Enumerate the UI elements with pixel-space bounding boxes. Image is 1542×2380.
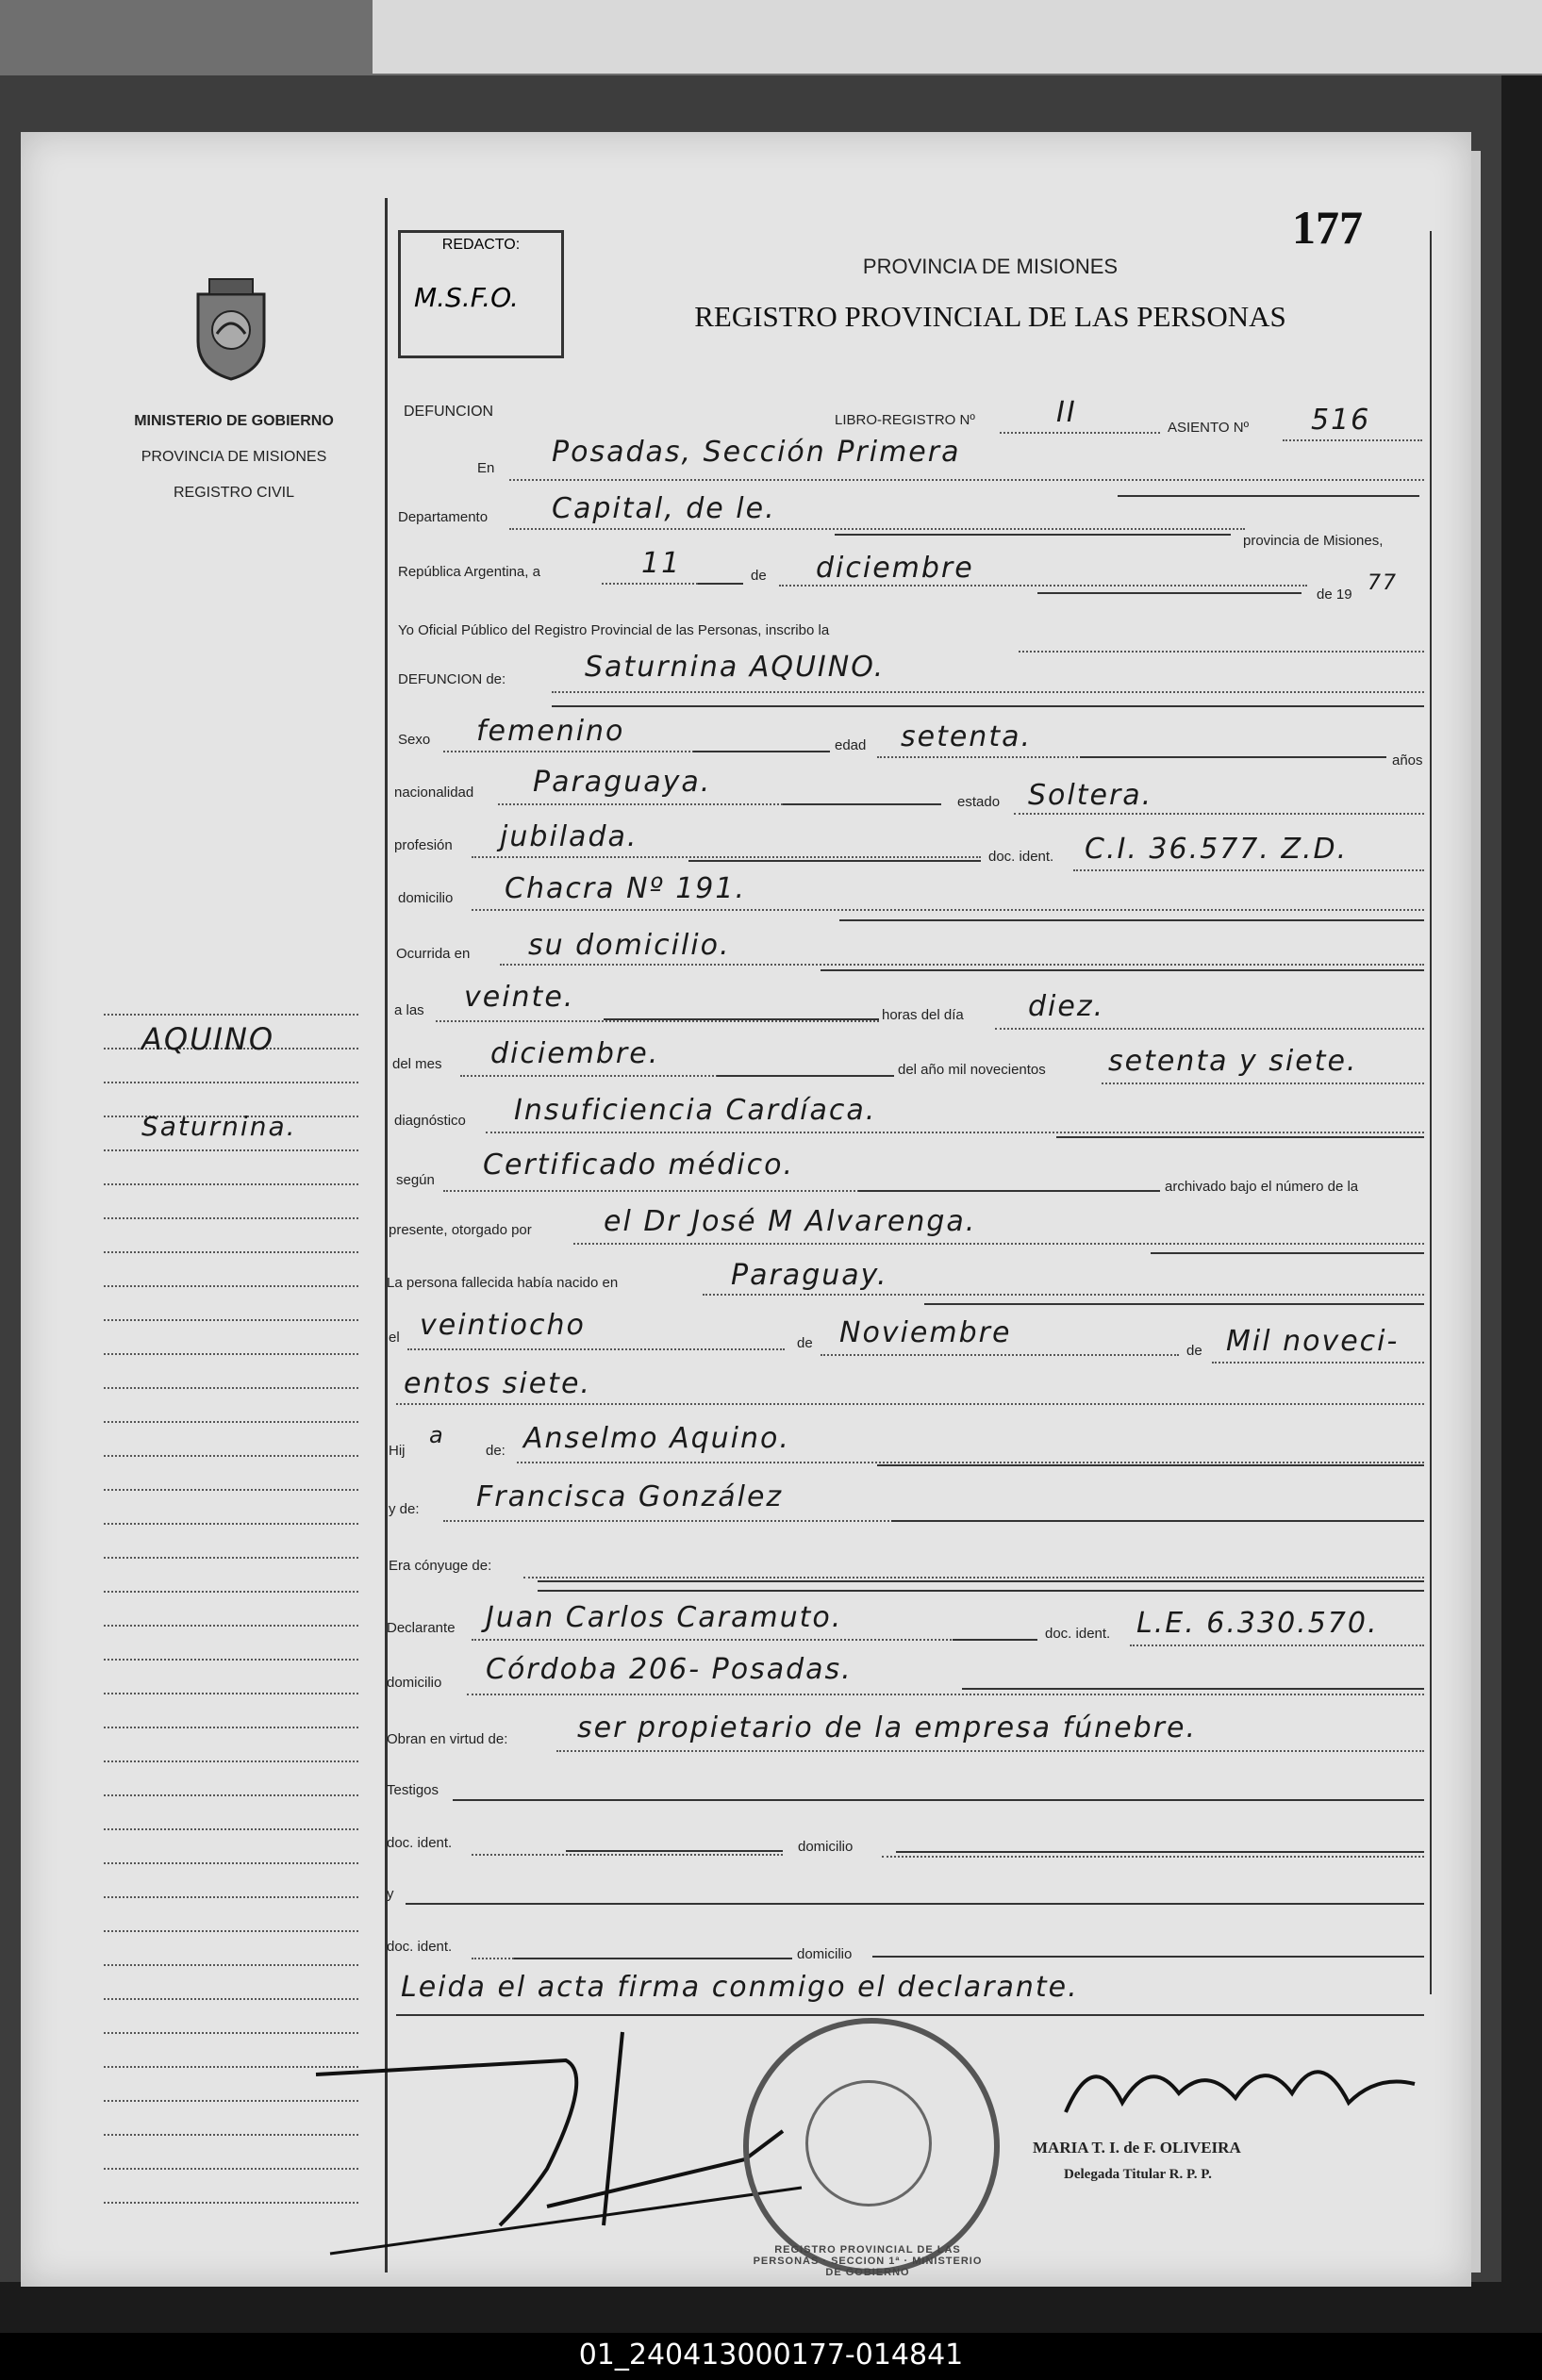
year-prefix: de 19 [1317, 587, 1352, 603]
official-line [1019, 651, 1424, 653]
alas-line [436, 1020, 879, 1022]
domicilio-line [472, 909, 1424, 911]
sexo-label: Sexo [398, 732, 431, 748]
domicilio2-label: domicilio [387, 1675, 442, 1691]
declarante-filler [953, 1639, 1037, 1641]
doc1-label: doc. ident. [387, 1835, 453, 1851]
province-heading: PROVINCIA DE MISIONES [141, 449, 327, 465]
continuation-line [396, 1403, 1424, 1405]
asiento-value: 516 [1311, 404, 1371, 437]
doc2-filler [514, 1958, 792, 1959]
document-id: 01_240413000177-014841 [578, 2339, 964, 2372]
madre-value: Francisca González [476, 1480, 784, 1513]
anio-value: setenta y siete. [1108, 1045, 1358, 1078]
margin-rule-line [104, 1489, 358, 1491]
stamp-text: REGISTRO PROVINCIAL DE LAS PERSONAS · SECCION 1ª · MINISTERIO DE GOBIERNO [753, 2244, 983, 2278]
margin-rule-line [104, 1285, 358, 1287]
padre-de-label: de: [486, 1443, 506, 1459]
margin-rule-line [104, 1523, 358, 1525]
madre-filler [891, 1520, 1424, 1522]
declarante-doc-line [1130, 1645, 1424, 1646]
continuation-value: entos siete. [404, 1367, 591, 1400]
month-filler [1037, 592, 1302, 594]
margin-rule-line [104, 1455, 358, 1457]
departamento-filler [835, 534, 1231, 536]
dom1-line [882, 1856, 1424, 1858]
horas-label: horas del día [882, 1007, 964, 1023]
margin-rule-line [104, 1964, 358, 1966]
margin-rule-line [104, 1251, 358, 1253]
margin-rule-line [104, 1014, 358, 1016]
closing-statement: Leida el acta firma conmigo el declarante. [401, 1971, 1079, 2004]
ocurrida-value: su domicilio. [528, 929, 731, 962]
doc1-filler [566, 1850, 783, 1852]
official-text: Yo Oficial Público del Registro Provincial de las Personas, inscribo la [398, 622, 830, 638]
de2-value: Noviembre [839, 1316, 1012, 1349]
conyuge-filler [538, 1580, 1424, 1582]
doc-ident-label: doc. ident. [988, 849, 1054, 865]
profesion-label: profesión [394, 837, 453, 853]
profesion-filler [688, 860, 981, 862]
obran-label: Obran en virtud de: [387, 1731, 508, 1747]
diagnostico-label: diagnóstico [394, 1113, 466, 1129]
alas-filler [604, 1018, 879, 1020]
madre-de-label: y de: [389, 1501, 420, 1517]
nacionalidad-value: Paraguaya. [533, 766, 712, 799]
presente-line [573, 1243, 1424, 1245]
official-signature [1037, 2027, 1434, 2140]
official-title: Delegada Titular R. P. P. [1064, 2167, 1212, 2182]
redacto-value: M.S.F.O. [414, 282, 519, 313]
conyuge-filler-2 [538, 1590, 1424, 1592]
anio-label: del año mil novecientos [898, 1062, 1046, 1078]
domicilio2-line [467, 1694, 1424, 1695]
de3-label: de [1186, 1343, 1202, 1359]
redacto-box [398, 230, 564, 358]
segun-value: Certificado médico. [483, 1149, 794, 1182]
official-stamp [743, 2018, 1000, 2274]
declarante-doc-value: L.E. 6.330.570. [1136, 1607, 1379, 1640]
domicilio-value: Chacra Nº 191. [505, 872, 747, 905]
conyuge-line [523, 1577, 1424, 1578]
doc2-label: doc. ident. [387, 1939, 453, 1955]
conyuge-label: Era cónyuge de: [389, 1558, 492, 1574]
margin-rule-line [104, 1727, 358, 1728]
month-de-label: de [751, 568, 767, 584]
libro-line [1000, 432, 1160, 434]
archivado-label: archivado bajo el número de la [1165, 1179, 1359, 1195]
declarante-label: Declarante [387, 1620, 456, 1636]
closing-line [396, 2014, 1424, 2016]
sexo-filler [693, 751, 830, 752]
alas-value: veinte. [464, 981, 575, 1014]
nacido-value: Paraguay. [731, 1259, 888, 1292]
libro-value: II [1056, 396, 1077, 429]
column-divider [385, 198, 388, 2273]
profesion-value: jubilada. [500, 820, 638, 853]
departamento-value: Capital, de le. [552, 492, 776, 525]
domicilio-label: domicilio [398, 890, 454, 906]
horas-line [995, 1028, 1424, 1030]
margin-rule-line [104, 1625, 358, 1627]
declarante-doc-label: doc. ident. [1045, 1626, 1111, 1642]
anio-line [1102, 1083, 1424, 1084]
mes-value: diciembre. [490, 1037, 660, 1070]
stamp-emblem [805, 2080, 932, 2206]
el-label: el [389, 1330, 400, 1346]
nacido-filler [924, 1303, 1424, 1305]
dom1-filler [896, 1851, 1424, 1853]
official-name: MARIA T. I. de F. OLIVEIRA [1033, 2139, 1241, 2157]
margin-rule-line [104, 1998, 358, 2000]
defuncion-label: DEFUNCION de: [398, 671, 506, 687]
margin-rule-line [104, 1659, 358, 1661]
el-value: veintiocho [420, 1309, 586, 1342]
presente-filler [1151, 1252, 1424, 1254]
departamento-label: Departamento [398, 509, 489, 525]
y-filler [406, 1903, 1424, 1905]
presente-label: presente, otorgado por [389, 1222, 532, 1238]
margin-surname: AQUINO [141, 1021, 275, 1057]
margin-rule-line [104, 1862, 358, 1864]
estado-label: estado [957, 794, 1001, 810]
delmes-label: del mes [392, 1056, 442, 1072]
margin-rule-line [104, 1693, 358, 1694]
nacionalidad-label: nacionalidad [394, 785, 474, 801]
margin-rule-line [104, 1353, 358, 1355]
margin-rule-line [104, 1896, 358, 1898]
departamento-line [509, 528, 1245, 530]
month-value: diciembre [816, 552, 974, 585]
libro-label: LIBRO-REGISTRO Nº [835, 412, 975, 428]
margin-rule-line [104, 1794, 358, 1796]
year-value: 77 [1368, 571, 1398, 595]
margin-rule-line [104, 1591, 358, 1593]
civil-registry-heading: REGISTRO CIVIL [173, 485, 295, 501]
title-registry: REGISTRO PROVINCIAL DE LAS PERSONAS [694, 300, 1286, 333]
domicilio2-filler [962, 1688, 1424, 1690]
margin-rule-line [104, 1319, 358, 1321]
nacido-label: La persona fallecida había nacido en [387, 1275, 619, 1291]
de3-value: Mil noveci- [1226, 1325, 1400, 1358]
de2-line [821, 1354, 1179, 1356]
dom1-label: domicilio [798, 1839, 854, 1855]
nacionalidad-filler [783, 803, 941, 805]
de3-line [1212, 1362, 1424, 1364]
doc-ident-line [1073, 869, 1424, 871]
ministry-heading: MINISTERIO DE GOBIERNO [134, 413, 334, 429]
edad-value: setenta. [901, 720, 1033, 753]
day-value: 11 [641, 547, 682, 580]
republica-label: República Argentina, a [398, 564, 540, 580]
edad-filler [1080, 756, 1386, 758]
declarante-value: Juan Carlos Caramuto. [486, 1601, 843, 1634]
estado-value: Soltera. [1028, 779, 1153, 812]
right-margin-line [1430, 231, 1432, 1994]
ocurrida-label: Ocurrida en [396, 946, 471, 962]
margin-rule-line [104, 1930, 358, 1932]
asiento-label: ASIENTO Nº [1168, 420, 1250, 436]
alas-label: a las [394, 1002, 424, 1018]
margin-rule-line [104, 1557, 358, 1559]
diagnostico-value: Insuficiencia Cardíaca. [514, 1094, 877, 1127]
margin-rule-line [104, 1082, 358, 1083]
diagnostico-filler [1056, 1136, 1424, 1138]
segun-label: según [396, 1172, 435, 1188]
background-light-strip [373, 0, 1542, 74]
edad-label: edad [835, 737, 867, 753]
el-line [407, 1348, 785, 1350]
profesion-line [472, 856, 981, 858]
defuncion-line [552, 691, 1424, 693]
estado-line [1014, 813, 1424, 815]
doc-ident-value: C.I. 36.577. Z.D. [1085, 833, 1349, 866]
padre-line [517, 1462, 1424, 1463]
en-label: En [477, 460, 495, 476]
sexo-value: femenino [476, 715, 625, 748]
dom2-filler [872, 1956, 1424, 1958]
redacto-label: REDACTO: [441, 237, 521, 253]
nacido-line [703, 1294, 1424, 1296]
en-value: Posadas, Sección Primera [552, 436, 961, 469]
en-line [509, 479, 1424, 481]
margin-rule-line [104, 1760, 358, 1762]
margin-rule-line [104, 1217, 358, 1219]
hij-label: Hij [389, 1443, 406, 1459]
margin-given-name: Saturnina. [141, 1111, 297, 1142]
defuncion-filler [552, 705, 1424, 707]
en-filler [1118, 495, 1419, 497]
anos-label: años [1392, 752, 1423, 769]
obran-value: ser propietario de la empresa fúnebre. [577, 1711, 1198, 1744]
testigos-filler [453, 1799, 1424, 1801]
testigos-label: Testigos [387, 1782, 439, 1798]
ocurrida-filler [821, 969, 1424, 971]
domicilio-filler [839, 919, 1424, 921]
padre-filler [877, 1464, 1424, 1466]
title-province: PROVINCIA DE MISIONES [862, 255, 1119, 278]
margin-rule-line [104, 1149, 358, 1151]
de2-label: de [797, 1335, 813, 1351]
margin-rule-line [104, 1387, 358, 1389]
margin-rule-line [104, 1828, 358, 1830]
provincia-suffix: provincia de Misiones, [1243, 533, 1384, 549]
hij-suffix: a [429, 1422, 445, 1448]
dom2-label: domicilio [797, 1946, 853, 1962]
doc1-line [472, 1854, 783, 1856]
segun-filler [858, 1190, 1160, 1192]
coat-of-arms-icon [189, 275, 274, 381]
margin-rule-line [104, 1421, 358, 1423]
delmes-filler [717, 1075, 894, 1077]
margin-rule-line [104, 1183, 358, 1185]
y-label: y [387, 1886, 394, 1902]
month-line [779, 585, 1307, 587]
ocurrida-line [500, 964, 1424, 966]
folio-number: 177 [1292, 201, 1363, 254]
padre-value: Anselmo Aquino. [523, 1422, 790, 1455]
obran-line [556, 1750, 1424, 1752]
background-top [0, 0, 1542, 75]
day-filler [698, 583, 743, 585]
diagnostico-line [486, 1132, 1424, 1133]
presente-value: el Dr José M Alvarenga. [604, 1205, 977, 1238]
domicilio2-value: Córdoba 206- Posadas. [486, 1653, 853, 1686]
act-type-label: DEFUNCION [404, 404, 494, 420]
asiento-line [1283, 439, 1422, 441]
defuncion-value: Saturnina AQUINO. [585, 651, 886, 684]
dia-value: diez. [1028, 990, 1105, 1023]
